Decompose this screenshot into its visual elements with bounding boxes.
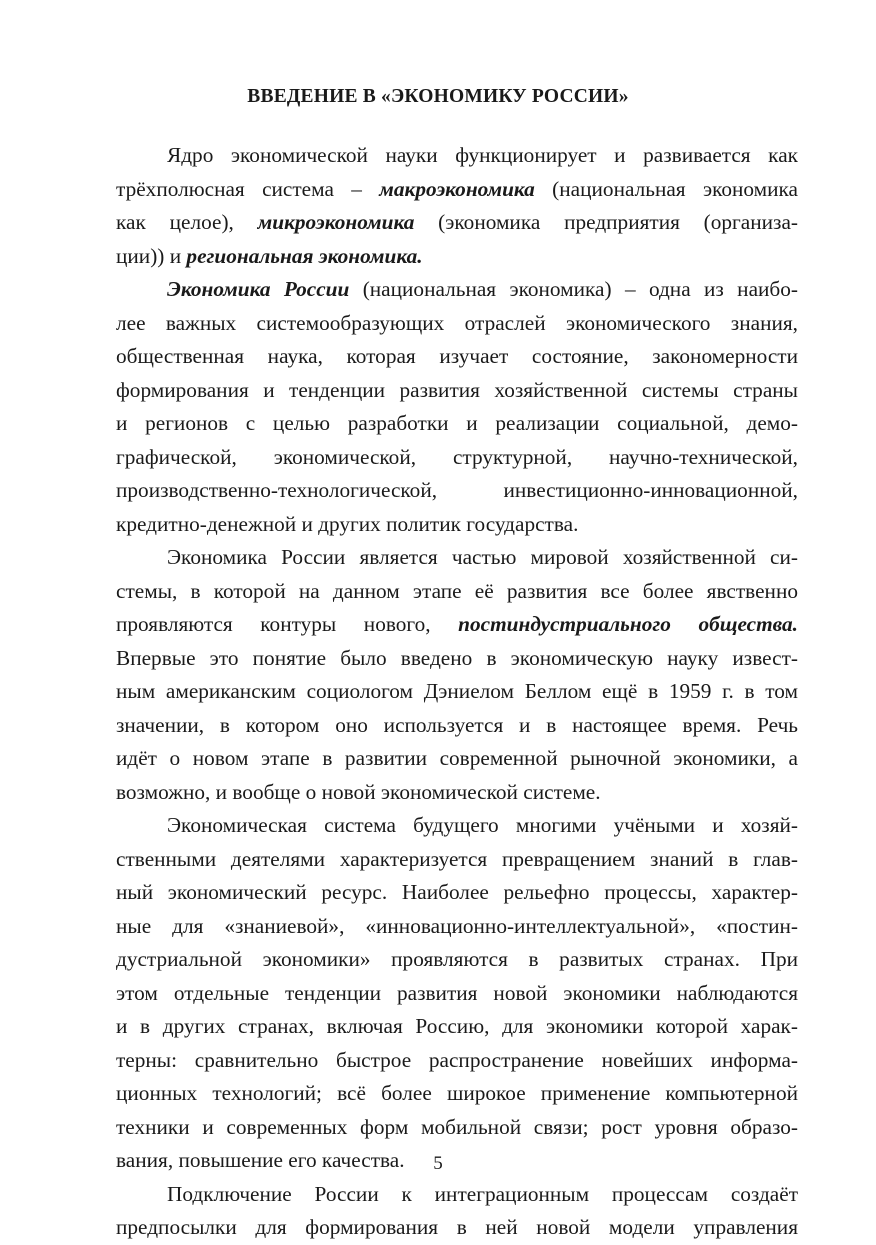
- text-run: стемы, в которой на данном этапе её развития все более явственно: [116, 578, 798, 603]
- text-line: [116, 943, 798, 977]
- text-run: вания, повышение его качества.: [116, 1148, 405, 1172]
- text-run: производственно-технологической, инвестиционно-инновационной,: [116, 478, 798, 502]
- paragraph: [116, 1178, 798, 1245]
- text-line: [116, 1111, 798, 1145]
- text-line: [116, 1010, 798, 1044]
- text-line: [116, 910, 798, 944]
- text-line: [116, 340, 798, 374]
- text-run: (экономика предприятия (организа-: [414, 210, 798, 234]
- text-line: [116, 240, 798, 274]
- text-run: дустриальной экономики» проявляются в развитых странах. При: [116, 947, 798, 971]
- text-run: проявляются контуры нового,: [116, 612, 459, 636]
- text-run: идёт о новом этапе в развитии современной рыночной экономики, а: [116, 746, 798, 770]
- text-line: [116, 1044, 798, 1078]
- text-run: Экономика России является частью мировой хозяйственной си-: [167, 545, 798, 569]
- text-run: (национальная экономика: [534, 176, 798, 201]
- text-run: общественная наука, которая изучает состояние, закономерности: [116, 344, 798, 368]
- emphasized-term: микроэкономика: [257, 210, 415, 234]
- text-run: терны: сравнительно быстрое распространение новейших информа-: [116, 1047, 798, 1072]
- text-line: [116, 1077, 798, 1111]
- text-run: графической, экономической, структурной, научно-технической,: [116, 444, 798, 469]
- text-run: ным американским социологом Дэниелом Беллом ещё в 1959 г. в том: [116, 679, 798, 703]
- text-line: [116, 273, 798, 307]
- body-text: [116, 139, 798, 1245]
- text-run: ции)) и: [116, 243, 187, 268]
- text-line: [116, 139, 798, 173]
- text-run: (национальная экономика) – одна из наибо-: [349, 277, 798, 301]
- text-run: возможно, и вообще о новой экономической системе.: [116, 779, 601, 804]
- text-run: ственными деятелями характеризуется превращением знаний в глав-: [116, 846, 798, 871]
- text-line: [116, 977, 798, 1011]
- text-line: [116, 206, 798, 240]
- text-run: и регионов с целью разработки и реализации социальной, демо-: [116, 411, 798, 435]
- text-line: [116, 642, 798, 676]
- text-line: [116, 407, 798, 441]
- text-line: [116, 608, 798, 642]
- text-line: [116, 173, 798, 207]
- text-run: лее важных системообразующих отраслей экономического знания,: [116, 310, 798, 335]
- text-run: Ядро экономической науки функционирует и развивается как: [167, 143, 798, 167]
- text-run: техники и современных форм мобильной связи; рост уровня образо-: [116, 1114, 798, 1139]
- text-line: [116, 742, 798, 776]
- text-line: [116, 1178, 798, 1212]
- text-line: [116, 575, 798, 609]
- text-line: [116, 474, 798, 508]
- text-run: и в других странах, включая Россию, для экономики которой харак-: [116, 1014, 798, 1038]
- paragraph: [116, 273, 798, 541]
- paragraph: [116, 809, 798, 1178]
- text-run: Подключение России к интеграционным процессам создаёт: [167, 1181, 798, 1206]
- text-run: ные для «знаниевой», «инновационно-интеллектуальной», «постин-: [116, 913, 798, 938]
- emphasized-term: постиндустриального общества.: [458, 612, 798, 636]
- text-run: как целое),: [116, 210, 258, 234]
- emphasized-term: Экономика России: [167, 277, 350, 301]
- emphasized-term: макроэкономика: [379, 176, 535, 201]
- text-line: [116, 374, 798, 408]
- text-line: [116, 709, 798, 743]
- text-line: [116, 876, 798, 910]
- text-line: [116, 1211, 798, 1245]
- text-run: трёхполюсная система –: [116, 176, 380, 201]
- text-run: кредитно-денежной и других политик государства.: [116, 511, 579, 536]
- text-run: ный экономический ресурс. Наиболее рельефно процессы, характер-: [116, 880, 798, 904]
- text-line: [116, 541, 798, 575]
- text-line: [116, 508, 798, 542]
- emphasized-term: региональная экономика.: [186, 243, 423, 268]
- text-line: [116, 809, 798, 843]
- text-line: [116, 441, 798, 475]
- text-line: [116, 307, 798, 341]
- page-title: ВВЕДЕНИЕ В «ЭКОНОМИКУ РОССИИ»: [247, 86, 629, 107]
- text-line: [116, 675, 798, 709]
- paragraph: [116, 139, 798, 273]
- text-line: [116, 776, 798, 810]
- paragraph: [116, 541, 798, 809]
- text-line: [116, 843, 798, 877]
- text-run: ционных технологий; всё более широкое применение компьютерной: [116, 1081, 798, 1105]
- text-run: этом отдельные тенденции развития новой экономики наблюдаются: [116, 980, 798, 1005]
- text-run: Впервые это понятие было введено в экономическую науку извест-: [116, 645, 798, 670]
- text-run: Экономическая система будущего многими учёными и хозяй-: [167, 813, 798, 837]
- text-run: значении, в котором оно используется и в настоящее время. Речь: [116, 712, 798, 737]
- text-run: формирования и тенденции развития хозяйственной системы страны: [116, 377, 798, 402]
- text-run: предпосылки для формирования в ней новой модели управления: [116, 1215, 798, 1239]
- page-number: 5: [433, 1153, 443, 1174]
